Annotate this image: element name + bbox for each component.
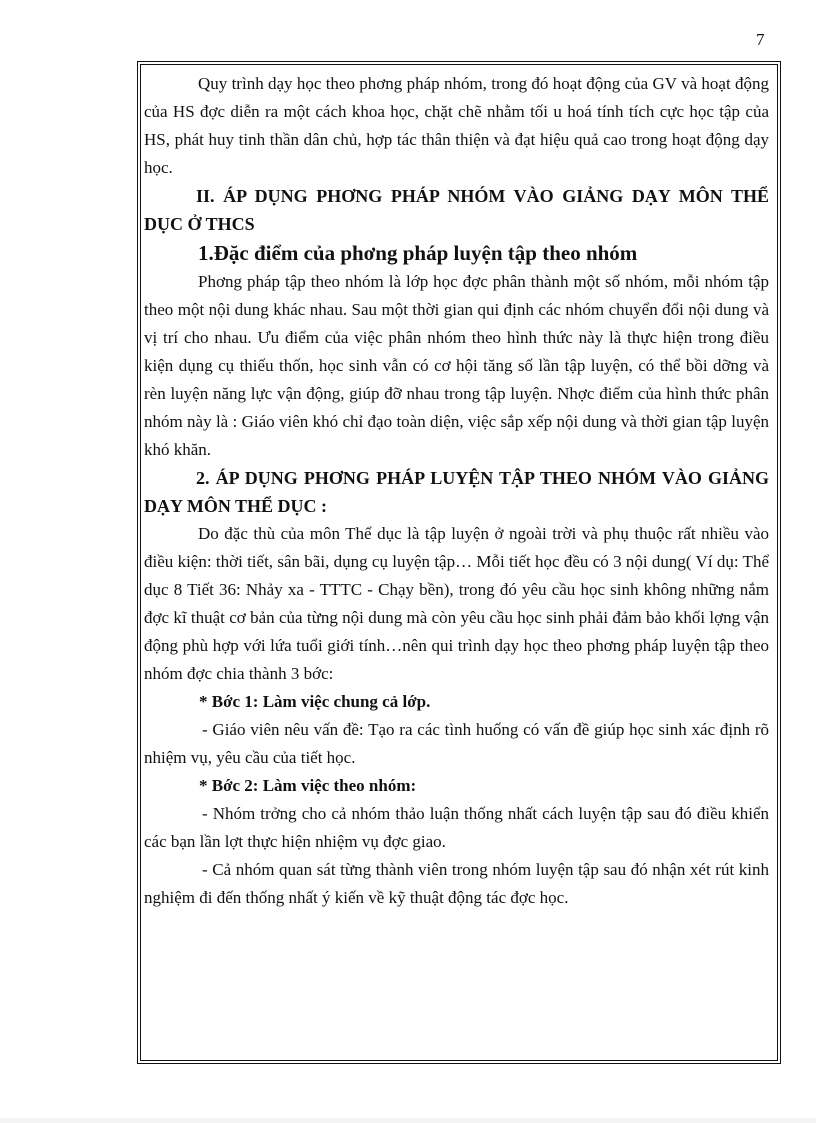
subsection-2-heading: 2. ÁP DỤNG PHƠNG PHÁP LUYỆN TẬP THEO NHÓM VÀO GIẢNG DẠY MÔN THỂ DỤC : xyxy=(144,468,769,516)
step-2-item-2: - Cả nhóm quan sát từng thành viên trong nhóm luyện tập sau đó nhận xét rút kinh nghiệm đi đến thống nhất ý kiến về kỹ thuật động tác đợc học. xyxy=(144,860,769,907)
section-ii-heading: II. ÁP DỤNG PHƠNG PHÁP NHÓM VÀO GIẢNG DẠY MÔN THỂ DỤC Ở THCS xyxy=(144,186,769,234)
step-2-heading: * Bớc 2: Làm việc theo nhóm: xyxy=(199,776,417,795)
intro-paragraph: Quy trình dạy học theo phơng pháp nhóm, trong đó hoạt động của GV và hoạt động của HS đợc diễn ra một cách khoa học, chặt chẽ nhằm tối u hoá tính tích cực học tập của HS, phát huy tinh thần dân chủ, hợp tác thân thiện và đạt hiệu quả cao trong hoạt động dạy học. xyxy=(144,74,769,177)
step-1-heading: * Bớc 1: Làm việc chung cả lớp. xyxy=(199,692,431,711)
subsection-2-paragraph: Do đặc thù của môn Thể dục là tập luyện ở ngoài trời và phụ thuộc rất nhiều vào điều kiện: thời tiết, sân bãi, dụng cụ luyện tập… Mỗi tiết học đều có 3 nội dung( Ví dụ: Thể dục 8 Tiết 36: Nhảy xa - TTTC - Chạy bền), trong đó yêu cầu học sinh không những nắm đợc kĩ thuật cơ bản của từng nội dung mà còn yêu cầu học sinh phải đảm bảo khối lợng vận động phù hợp với lứa tuổi giới tính…nên qui trình dạy học theo phơng pháp luyện tập theo nhóm đợc chia thành 3 bớc: xyxy=(144,524,769,683)
page-bottom-edge xyxy=(0,1118,816,1123)
step-1-item: - Giáo viên nêu vấn đề: Tạo ra các tình huống có vấn đề giúp học sinh xác định rõ nhiệm vụ, yêu cầu của tiết học. xyxy=(144,720,769,767)
page-number: 7 xyxy=(756,30,765,49)
step-2-item-1: - Nhóm trởng cho cả nhóm thảo luận thống nhất cách luyện tập sau đó điều khiển các bạn lần lợt thực hiện nhiệm vụ đợc giao. xyxy=(144,804,769,851)
subsection-1-heading: 1.Đặc điểm của phơng pháp luyện tập theo nhóm xyxy=(198,241,638,265)
document-body xyxy=(144,70,769,912)
subsection-1-paragraph: Phơng pháp tập theo nhóm là lớp học đợc phân thành một số nhóm, mỗi nhóm tập theo một nội dung khác nhau. Sau một thời gian qui định các nhóm chuyển đổi nội dung và vị trí cho nhau. Ưu điểm của việc phân nhóm theo hình thức này là thực hiện trong điều kiện dụng cụ thiếu thốn, học sinh vẫn có cơ hội tăng số lần tập luyện, có thể bồi dỡng và rèn luyện năng lực vận động, giúp đỡ nhau trong tập luyện. Nhợc điểm của hình thức phân nhóm này là : Giáo viên khó chỉ đạo toàn diện, việc sắp xếp nội dung và thời gian tập luyện khó khăn. xyxy=(144,272,769,459)
